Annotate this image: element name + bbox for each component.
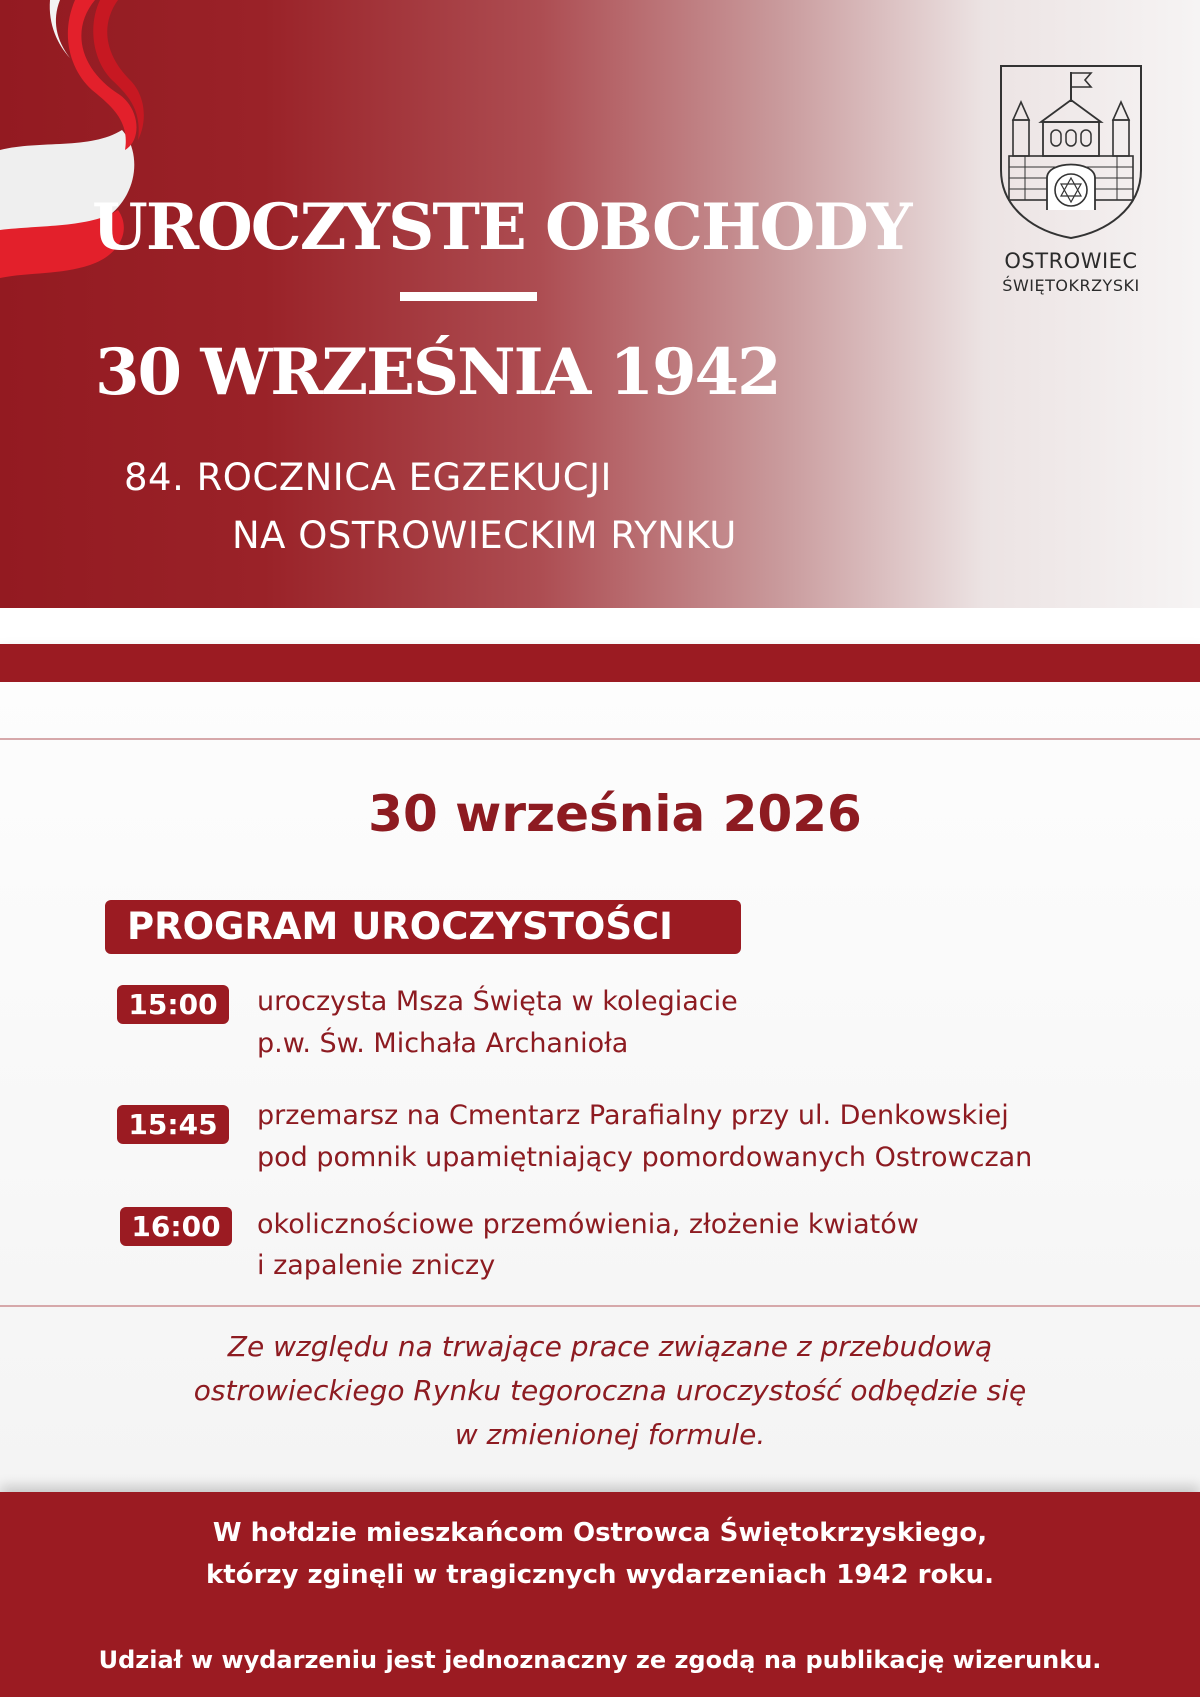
white-stripe [0, 608, 1200, 644]
note-line-3: w zmienionej formule. [454, 1418, 766, 1451]
image-consent-notice: Udział w wydarzeniu jest jednoznaczny ze zgodą na publikację wizerunku. [98, 1646, 1102, 1674]
section-divider-bottom [0, 1305, 1200, 1307]
program-heading: PROGRAM UROCZYSTOŚCI [105, 900, 741, 954]
red-stripe [0, 644, 1200, 682]
event-date: 30 września 2026 [368, 785, 862, 843]
program-item-line-1: okolicznościowe przemówienia, złożenie kwiatów [257, 1209, 919, 1240]
program-item-line-1: przemarsz na Cmentarz Parafialny przy ul. Denkowskiej [257, 1100, 1009, 1131]
tribute-line-1: W hołdzie mieszkańcom Ostrowca Świętokrzyskiego, [212, 1518, 988, 1548]
coat-of-arms-icon [995, 60, 1147, 242]
page-title: UROCZYSTE OBCHODY [92, 190, 911, 265]
program-item-line-2: p.w. Św. Michała Archanioła [257, 1028, 629, 1059]
tribute-line-2: którzy zginęli w tragicznych wydarzeniach 1942 roku. [205, 1560, 994, 1590]
tribute-text [0, 1512, 1200, 1596]
program-item-line-2: pod pomnik upamiętniający pomordowanych Ostrowczan [257, 1142, 1033, 1173]
logo-name-line-2: ŚWIĘTOKRZYSKI [1002, 276, 1140, 295]
note-line-1: Ze względu na trwające prace związane z przebudową [227, 1330, 993, 1363]
time-badge: 15:00 [117, 985, 229, 1024]
historic-date: 30 WRZEŚNIA 1942 [95, 335, 780, 410]
section-divider-top [0, 738, 1200, 740]
program-item-line-2: i zapalenie zniczy [257, 1250, 496, 1281]
note-line-2: ostrowieckiego Rynku tegoroczna uroczystość odbędzie się [193, 1374, 1027, 1407]
format-change-note [100, 1325, 1120, 1457]
program-item-line-1: uroczysta Msza Święta w kolegiacie [257, 986, 738, 1017]
time-badge: 15:45 [117, 1105, 229, 1144]
anniversary-line-2: NA OSTROWIECKIM RYNKU [232, 514, 737, 557]
header-banner [0, 0, 1200, 608]
time-badge: 16:00 [120, 1207, 232, 1246]
logo-name-line-1: OSTROWIEC [1004, 249, 1138, 273]
anniversary-line-1: 84. ROCZNICA EGZEKUCJI [124, 456, 612, 499]
title-divider [400, 292, 537, 301]
